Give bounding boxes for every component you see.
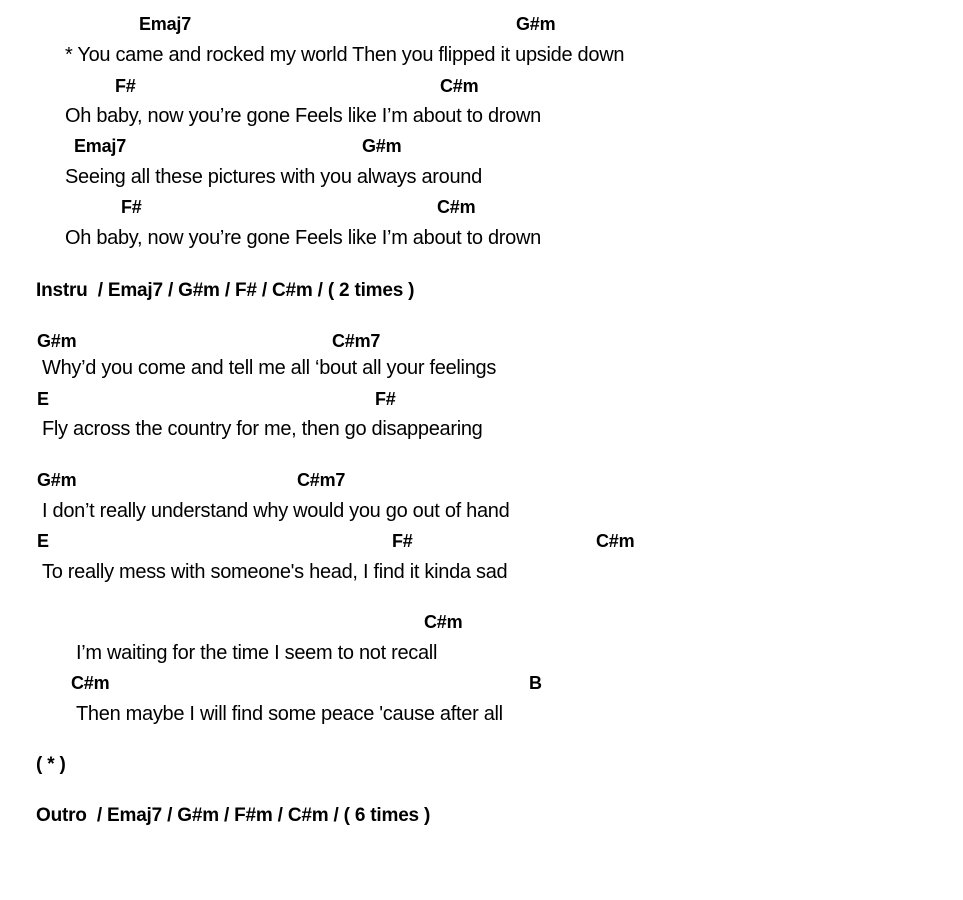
lyric-text: Why’d you come and tell me all ‘bout all your feelings <box>42 357 497 379</box>
chord-label: C#m7 <box>332 331 381 351</box>
chord-label: E <box>37 389 49 409</box>
chord-line <box>0 389 963 413</box>
lyric-line-row <box>0 561 963 585</box>
lyric-text: * You came and rocked my world Then you flipped it upside down <box>65 44 625 66</box>
lyric-text: Oh baby, now you’re gone Feels like I’m about to drown <box>65 227 541 249</box>
lyric-line-row <box>0 105 963 129</box>
chord-label: C#m <box>437 197 476 217</box>
chord-line <box>0 136 963 160</box>
lyric-line-row <box>0 418 963 442</box>
chord-label: C#m7 <box>297 470 346 490</box>
lyric-text: I’m waiting for the time I seem to not recall <box>76 642 438 664</box>
lyric-text: Fly across the country for me, then go disappearing <box>42 418 483 440</box>
section-line <box>0 805 963 829</box>
chord-label: G#m <box>516 14 556 34</box>
chord-label: F# <box>115 76 136 96</box>
lyric-text: Seeing all these pictures with you always around <box>65 166 482 188</box>
section-line <box>0 754 963 778</box>
lyric-line-row <box>0 166 963 190</box>
section-line <box>0 280 963 304</box>
chord-label: G#m <box>37 470 77 490</box>
chord-line <box>0 531 963 555</box>
chord-label: F# <box>121 197 142 217</box>
chord-label: C#m <box>71 673 110 693</box>
chord-line <box>0 612 963 636</box>
chord-label: G#m <box>362 136 402 156</box>
lyric-line-row <box>0 703 963 727</box>
chord-line <box>0 14 963 38</box>
lyric-text: I don’t really understand why would you go out of hand <box>42 500 510 522</box>
lyric-text: To really mess with someone's head, I find it kinda sad <box>42 561 508 583</box>
chord-line <box>0 470 963 494</box>
lyric-text: Then maybe I will find some peace 'cause after all <box>76 703 503 725</box>
chord-line <box>0 197 963 221</box>
chord-line <box>0 331 963 355</box>
chord-label: C#m <box>596 531 635 551</box>
section-label: ( * ) <box>36 754 66 775</box>
chord-label: F# <box>392 531 413 551</box>
chord-label: E <box>37 531 49 551</box>
lyric-line-row <box>0 357 963 381</box>
lyric-line-row <box>0 44 963 68</box>
chord-label: F# <box>375 389 396 409</box>
lyric-line-row <box>0 642 963 666</box>
section-label: Outro / Emaj7 / G#m / F#m / C#m / ( 6 times ) <box>36 805 431 826</box>
chord-label: Emaj7 <box>139 14 192 34</box>
chord-label: Emaj7 <box>74 136 127 156</box>
chord-line <box>0 76 963 100</box>
chord-label: B <box>529 673 542 693</box>
lyric-line-row <box>0 227 963 251</box>
chord-label: C#m <box>424 612 463 632</box>
chord-label: G#m <box>37 331 77 351</box>
section-label: Instru / Emaj7 / G#m / F# / C#m / ( 2 times ) <box>36 280 415 301</box>
chord-line <box>0 673 963 697</box>
lyric-text: Oh baby, now you’re gone Feels like I’m about to drown <box>65 105 541 127</box>
chord-label: C#m <box>440 76 479 96</box>
lyric-line-row <box>0 500 963 524</box>
